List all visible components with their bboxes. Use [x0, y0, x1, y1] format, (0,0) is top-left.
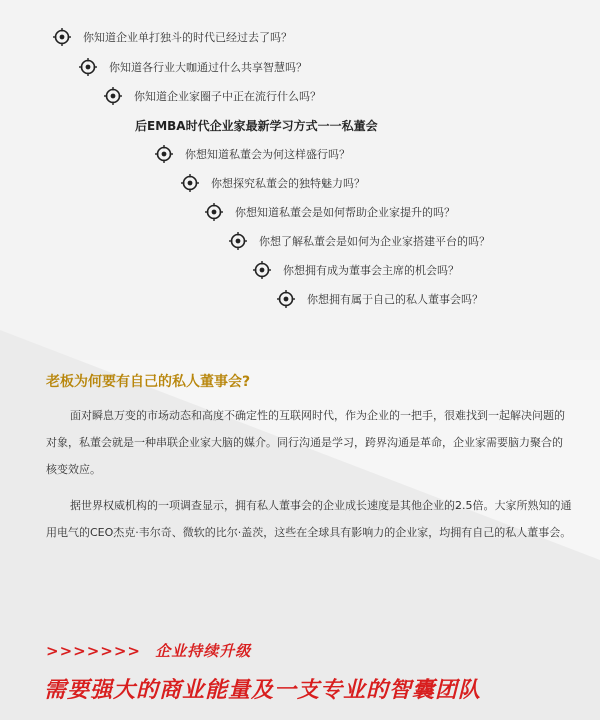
- question-text: 你想探究私董会的独特魅力吗？: [211, 177, 365, 190]
- question-text: 你想了解私董会是如何为企业家搭建平台的吗？: [259, 235, 490, 248]
- question-item: [79, 56, 307, 78]
- question-item: [253, 259, 459, 281]
- question-item: [181, 172, 365, 194]
- crosshair-target-icon: [79, 58, 97, 76]
- question-item: [104, 85, 321, 107]
- crosshair-target-icon: [53, 28, 71, 46]
- question-text: 你知道各行业大咖通过什么共享智慧吗？: [109, 61, 307, 74]
- question-text: 你想知道私董会是如何帮助企业家提升的吗？: [235, 206, 455, 219]
- question-item: [53, 26, 292, 48]
- question-text: 你知道企业家圈子中正在流行什么吗？: [134, 90, 321, 103]
- question-text: 你想知道私董会为何这样盛行吗？: [185, 148, 350, 161]
- question-item: [277, 288, 483, 310]
- question-item: [155, 143, 350, 165]
- footer-subtitle: 企业持续升级: [155, 642, 252, 660]
- paragraph-2: 据世界权威机构的一项调查显示，拥有私人董事会的企业成长速度是其他企业的2.5倍。大家所熟知的通用电气的CEO杰克·韦尔奇、微软的比尔·盖茨，这些在全球具有影响力的企业家，均拥有自己的私人董事会。: [46, 499, 572, 539]
- crosshair-target-icon: [253, 261, 271, 279]
- crosshair-target-icon: [104, 87, 122, 105]
- question-item: [205, 201, 455, 223]
- section-title: 老板为何要有自己的私人董事会?: [46, 374, 251, 390]
- footer-line1: [46, 640, 251, 661]
- headline: 后EMBA时代企业家最新学习方式一一私董会: [135, 119, 378, 133]
- footer-arrows: >>>>>>>: [46, 642, 141, 660]
- crosshair-target-icon: [181, 174, 199, 192]
- paragraph-1: 面对瞬息万变的市场动态和高度不确定性的互联网时代，作为企业的一把手，很难找到一起解决问题的对象，私董会就是一种串联企业家大脑的媒介。同行沟通是学习，跨界沟通是革命，企业家需要脑力聚合的核变效应。: [46, 409, 565, 476]
- footer-title: 需要强大的商业能量及一支专业的智囊团队: [44, 678, 482, 703]
- crosshair-target-icon: [277, 290, 295, 308]
- crosshair-target-icon: [205, 203, 223, 221]
- crosshair-target-icon: [155, 145, 173, 163]
- question-text: 你想拥有成为董事会主席的机会吗？: [283, 264, 459, 277]
- question-text: 你知道企业单打独斗的时代已经过去了吗？: [83, 31, 292, 44]
- crosshair-target-icon: [229, 232, 247, 250]
- question-text: 你想拥有属于自己的私人董事会吗？: [307, 293, 483, 306]
- question-item: [229, 230, 490, 252]
